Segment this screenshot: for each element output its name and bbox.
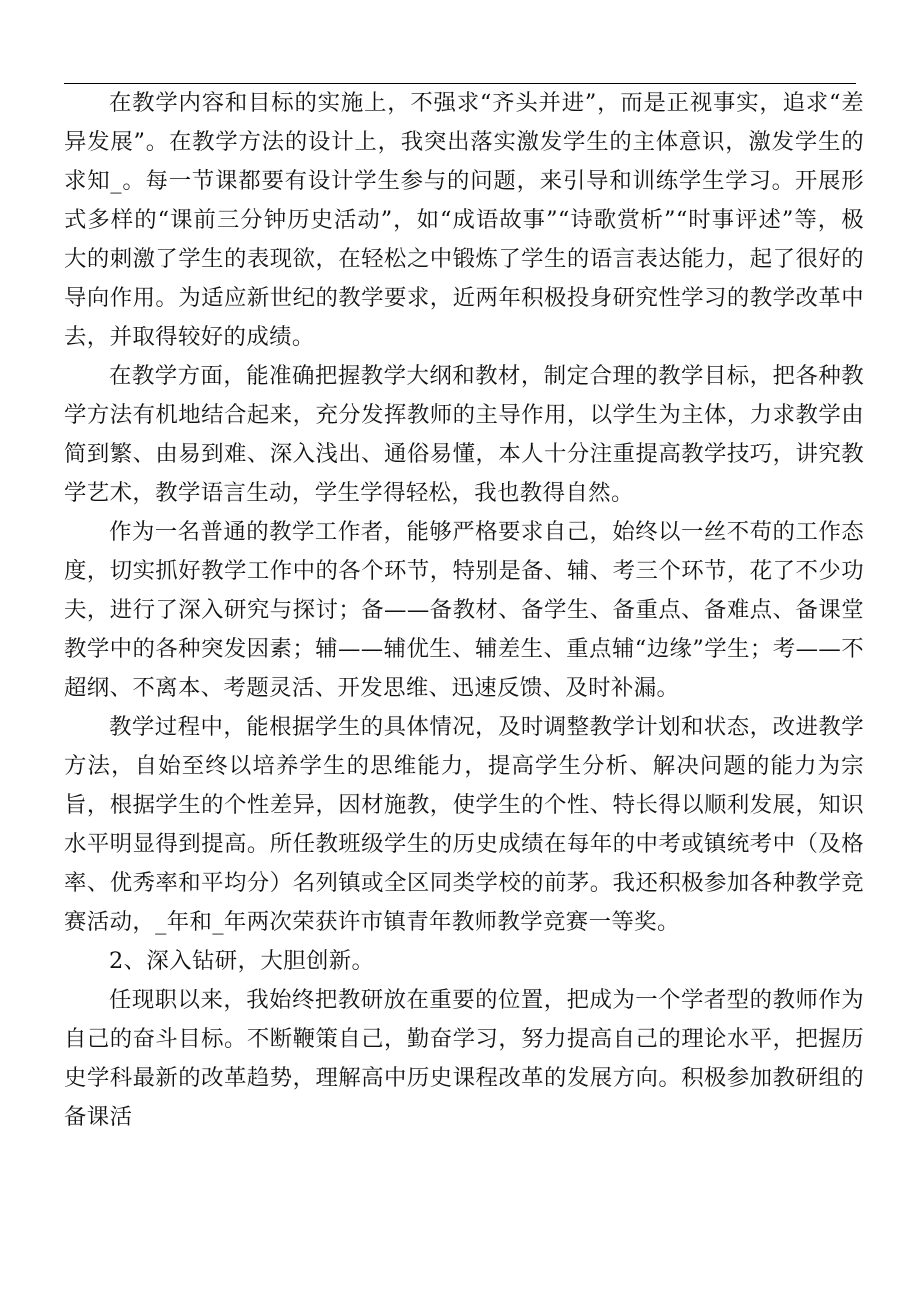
document-body: [64, 84, 864, 1137]
paragraph-research: 任现职以来，我始终把教研放在重要的位置，把成为一个学者型的教师作为自己的奋斗目标。不断鞭策自己，勤奋学习，努力提高自己的理论水平，把握历史学科最新的改革趋势，理解高中历史课程改革的发展方向。积极参加教研组的备课活: [64, 987, 864, 1130]
paragraph-teaching-goals: 在教学内容和目标的实施上，不强求“齐头并进”，而是正视事实，追求“差异发展”。在教学方法的设计上，我突出落实激发学生的主体意识，激发学生的求知_。每一节课都要有设计学生参与的问题，来引导和训练学生学习。开展形式多样的“课前三分钟历史活动”，如“成语故事”“诗歌赏析”“时事评述”等，极大的刺激了学生的表现欲，在轻松之中锻炼了学生的语言表达能力，起了很好的导向作用。为适应新世纪的教学要求，近两年积极投身研究性学习的教学改革中去，并取得较好的成绩。: [64, 90, 864, 350]
paragraph-teaching-methods: 在教学方面，能准确把握教学大纲和教材，制定合理的教学目标，把各种教学方法有机地结合起来，充分发挥教师的主导作用，以学生为主体，力求教学由简到繁、由易到难、深入浅出、通俗易懂，本人十分注重提高教学技巧，讲究教学艺术，教学语言生动，学生学得轻松，我也教得自然。: [64, 363, 864, 506]
paragraph-teaching-work: 作为一名普通的教学工作者，能够严格要求自己，始终以一丝不苟的工作态度，切实抓好教学工作中的各个环节，特别是备、辅、考三个环节，花了不少功夫，进行了深入研究与探讨；备——备教材、备学生、备重点、备难点、备课堂教学中的各种突发因素；辅——辅优生、辅差生、重点辅“边缘”学生；考——不超纲、不离本、考题灵活、开发思维、迅速反馈、及时补漏。: [64, 519, 864, 701]
paragraph-teaching-process: 教学过程中，能根据学生的具体情况，及时调整教学计划和状态，改进教学方法，自始至终以培养学生的思维能力，提高学生分析、解决问题的能力为宗旨，根据学生的个性差异，因材施教，使学生的个性、特长得以顺利发展，知识水平明显得到提高。所任教班级学生的历史成绩在每年的中考或镇统考中（及格率、优秀率和平均分）名列镇或全区同类学校的前茅。我还积极参加各种教学竞赛活动，_年和_年两次荣获许市镇青年教师教学竞赛一等奖。: [64, 714, 864, 935]
section-heading-research: 2、深入钻研，大胆创新。: [109, 948, 375, 974]
